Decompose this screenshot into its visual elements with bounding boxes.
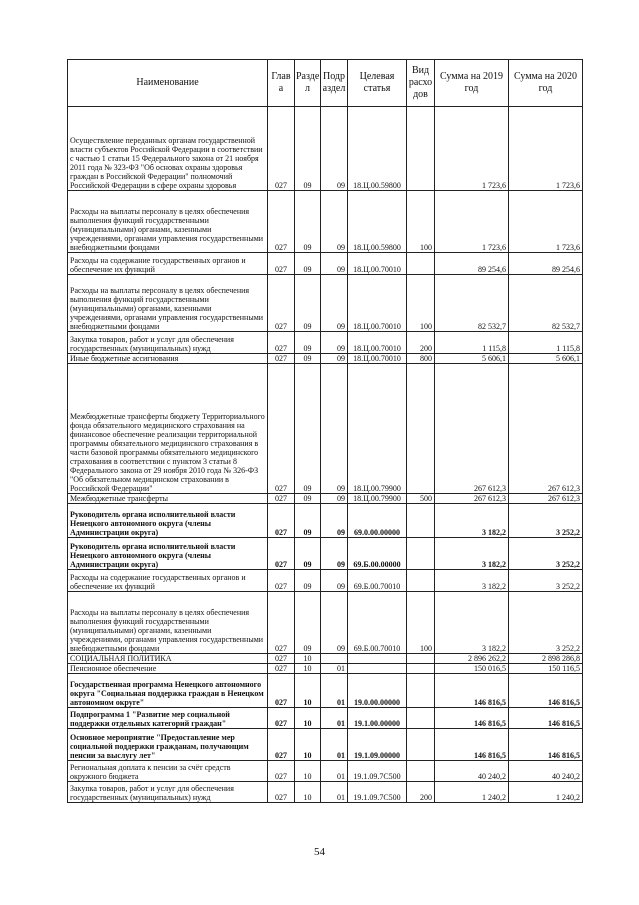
table-row (68, 782, 583, 803)
row-glava: 027 (268, 761, 295, 782)
row-podrazdel: 09 (321, 494, 348, 504)
row-vid (407, 538, 435, 570)
row-podrazdel: 09 (321, 592, 348, 654)
row-razdel: 09 (295, 332, 321, 354)
row-glava: 027 (268, 494, 295, 504)
table-row (68, 354, 583, 364)
table-row (68, 654, 583, 664)
row-glava: 027 (268, 674, 295, 708)
row-sum-2020: 146 816,5 (509, 729, 583, 761)
row-name: Иные бюджетные ассигнования (68, 354, 268, 364)
row-statya (348, 664, 407, 674)
row-name: Пенсионное обеспечение (68, 664, 268, 674)
table-row (68, 761, 583, 782)
table-row (68, 191, 583, 253)
row-name: Расходы на выплаты персоналу в целях обеспечения выполнения функций государственными (муниципальными) органами, казенными учреждениями, органами управления государственными внебюджетными фондами (68, 191, 268, 253)
row-statya: 18.Ц.00.59800 (348, 107, 407, 191)
table-row (68, 107, 583, 191)
row-podrazdel: 09 (321, 538, 348, 570)
row-podrazdel: 09 (321, 332, 348, 354)
row-sum-2019: 3 182,2 (435, 504, 509, 538)
header-glava: Глав а (268, 60, 295, 107)
row-vid: 100 (407, 592, 435, 654)
row-vid (407, 708, 435, 729)
row-statya: 19.1.09.7С500 (348, 782, 407, 803)
row-podrazdel: 01 (321, 674, 348, 708)
row-podrazdel: 09 (321, 253, 348, 275)
row-glava: 027 (268, 664, 295, 674)
row-podrazdel: 09 (321, 191, 348, 253)
row-statya: 19.1.09.00000 (348, 729, 407, 761)
table-row (68, 275, 583, 332)
budget-table (67, 59, 583, 803)
row-glava: 027 (268, 504, 295, 538)
row-glava: 027 (268, 275, 295, 332)
row-podrazdel: 09 (321, 275, 348, 332)
row-sum-2020: 3 252,2 (509, 570, 583, 592)
row-sum-2020: 1 723,6 (509, 191, 583, 253)
row-sum-2020: 82 532,7 (509, 275, 583, 332)
row-sum-2019: 3 182,2 (435, 538, 509, 570)
row-podrazdel: 09 (321, 354, 348, 364)
row-sum-2019: 150 016,5 (435, 664, 509, 674)
row-name: Государственная программа Ненецкого автономного округа "Социальная поддержка граждан в Ненецком автономном округе" (68, 674, 268, 708)
row-podrazdel: 01 (321, 664, 348, 674)
row-vid (407, 570, 435, 592)
row-razdel: 09 (295, 107, 321, 191)
row-razdel: 09 (295, 504, 321, 538)
row-sum-2019: 1 240,2 (435, 782, 509, 803)
header-statya: Целевая статья (348, 60, 407, 107)
row-sum-2019: 89 254,6 (435, 253, 509, 275)
row-razdel: 09 (295, 364, 321, 494)
row-sum-2019: 82 532,7 (435, 275, 509, 332)
row-name: Руководитель органа исполнительной власти Ненецкого автономного округа (члены Администрации округа) (68, 504, 268, 538)
row-glava: 027 (268, 654, 295, 664)
header-vid: Вид расхо дов (407, 60, 435, 107)
header-name: Наименование (68, 60, 268, 107)
row-statya: 18.Ц.00.79900 (348, 364, 407, 494)
row-glava: 027 (268, 538, 295, 570)
row-sum-2019: 146 816,5 (435, 729, 509, 761)
table-row (68, 708, 583, 729)
table-row (68, 494, 583, 504)
row-vid: 800 (407, 354, 435, 364)
row-razdel: 09 (295, 191, 321, 253)
row-sum-2019: 1 723,6 (435, 107, 509, 191)
header-podrazdel: Подр аздел (321, 60, 348, 107)
row-sum-2019: 5 606,1 (435, 354, 509, 364)
row-glava: 027 (268, 364, 295, 494)
row-podrazdel: 01 (321, 708, 348, 729)
row-vid: 100 (407, 191, 435, 253)
row-razdel: 10 (295, 654, 321, 664)
row-statya: 19.0.00.00000 (348, 674, 407, 708)
table-row (68, 364, 583, 494)
row-glava: 027 (268, 191, 295, 253)
row-razdel: 10 (295, 674, 321, 708)
row-glava: 027 (268, 570, 295, 592)
row-glava: 027 (268, 708, 295, 729)
table-header-row (68, 60, 583, 107)
row-sum-2019: 3 182,2 (435, 570, 509, 592)
row-glava: 027 (268, 253, 295, 275)
row-name: Расходы на выплаты персоналу в целях обеспечения выполнения функций государственными (муниципальными) органами, казенными учреждениями, органами управления государственными внебюджетными фондами (68, 592, 268, 654)
row-sum-2020: 3 252,2 (509, 538, 583, 570)
row-razdel: 10 (295, 664, 321, 674)
row-sum-2020: 5 606,1 (509, 354, 583, 364)
row-sum-2020: 3 252,2 (509, 592, 583, 654)
row-podrazdel: 01 (321, 761, 348, 782)
table-row (68, 570, 583, 592)
row-razdel: 10 (295, 729, 321, 761)
row-name: Расходы на содержание государственных органов и обеспечение их функций (68, 570, 268, 592)
table-row (68, 592, 583, 654)
row-vid (407, 107, 435, 191)
row-name: Осуществление переданных органам государственной власти субъектов Российской Федерации в соответствии с частью 1 статьи 15 Федерального закона от 21 ноября 2011 года № 323-ФЗ "Об основах охраны здоровья граждан в Российской Федерации" полномочий Российской Федерации в сфере охраны здоровья (68, 107, 268, 191)
row-statya: 18.Ц.00.70010 (348, 275, 407, 332)
header-razdel: Разде л (295, 60, 321, 107)
row-statya: 19.1.09.7С500 (348, 761, 407, 782)
row-razdel: 09 (295, 592, 321, 654)
row-vid: 200 (407, 782, 435, 803)
row-sum-2019: 267 612,3 (435, 364, 509, 494)
row-name: Расходы на содержание государственных органов и обеспечение их функций (68, 253, 268, 275)
row-sum-2020: 1 115,8 (509, 332, 583, 354)
row-statya: 69.Б.00.70010 (348, 592, 407, 654)
row-vid (407, 253, 435, 275)
table-body (68, 107, 583, 803)
row-sum-2020: 267 612,3 (509, 494, 583, 504)
row-vid (407, 674, 435, 708)
row-vid: 200 (407, 332, 435, 354)
row-statya: 18.Ц.00.70010 (348, 253, 407, 275)
row-vid: 100 (407, 275, 435, 332)
row-vid (407, 664, 435, 674)
row-podrazdel: 01 (321, 782, 348, 803)
row-name: СОЦИАЛЬНАЯ ПОЛИТИКА (68, 654, 268, 664)
row-sum-2020: 150 116,5 (509, 664, 583, 674)
row-razdel: 09 (295, 538, 321, 570)
row-podrazdel: 09 (321, 504, 348, 538)
row-sum-2019: 267 612,3 (435, 494, 509, 504)
table-row (68, 332, 583, 354)
row-statya (348, 654, 407, 664)
row-statya: 18.Ц.00.70010 (348, 332, 407, 354)
row-sum-2020: 1 723,6 (509, 107, 583, 191)
row-name: Закупка товаров, работ и услуг для обеспечения государственных (муниципальных) нужд (68, 782, 268, 803)
row-name: Межбюджетные трансферты (68, 494, 268, 504)
row-sum-2020: 146 816,5 (509, 708, 583, 729)
row-glava: 027 (268, 354, 295, 364)
row-razdel: 09 (295, 570, 321, 592)
row-statya: 18.Ц.00.79900 (348, 494, 407, 504)
row-razdel: 09 (295, 354, 321, 364)
table-row (68, 504, 583, 538)
row-sum-2020: 267 612,3 (509, 364, 583, 494)
header-sum-2019: Сумма на 2019 год (435, 60, 509, 107)
page-number: 54 (314, 846, 325, 858)
row-razdel: 09 (295, 275, 321, 332)
row-sum-2020: 89 254,6 (509, 253, 583, 275)
row-glava: 027 (268, 332, 295, 354)
row-vid (407, 654, 435, 664)
row-name: Расходы на выплаты персоналу в целях обеспечения выполнения функций государственными (муниципальными) органами, казенными учреждениями, органами управления государственными внебюджетными фондами (68, 275, 268, 332)
table-row (68, 253, 583, 275)
table-row (68, 729, 583, 761)
row-statya: 69.0.00.00000 (348, 504, 407, 538)
row-razdel: 09 (295, 253, 321, 275)
row-sum-2019: 146 816,5 (435, 708, 509, 729)
header-sum-2020: Сумма на 2020 год (509, 60, 583, 107)
row-glava: 027 (268, 782, 295, 803)
row-vid (407, 364, 435, 494)
row-sum-2020: 1 240,2 (509, 782, 583, 803)
row-podrazdel (321, 654, 348, 664)
row-podrazdel: 09 (321, 107, 348, 191)
row-statya: 18.Ц.00.70010 (348, 354, 407, 364)
row-name: Закупка товаров, работ и услуг для обеспечения государственных (муниципальных) нужд (68, 332, 268, 354)
row-glava: 027 (268, 729, 295, 761)
table-row (68, 664, 583, 674)
row-glava: 027 (268, 592, 295, 654)
row-name: Руководитель органа исполнительной власти Ненецкого автономного округа (члены Администрации округа) (68, 538, 268, 570)
row-razdel: 10 (295, 782, 321, 803)
row-name: Межбюджетные трансферты бюджету Территориального фонда обязательного медицинского страхования на финансовое обеспечение реализации территориальной программы обязательного медицинского страхования в части базовой программы обязательного медицинского страхования в соответствии с пунктом 3 статьи 8 Федерального закона от 29 ноября 2010 года № 326-ФЗ "Об обязательном медицинском страховании в Российской Федерации" (68, 364, 268, 494)
row-name: Региональная доплата к пенсии за счёт средств окружного бюджета (68, 761, 268, 782)
table-row (68, 538, 583, 570)
row-sum-2019: 40 240,2 (435, 761, 509, 782)
row-statya: 69.Б.00.00000 (348, 538, 407, 570)
row-sum-2019: 1 115,8 (435, 332, 509, 354)
row-sum-2019: 3 182,2 (435, 592, 509, 654)
row-sum-2019: 1 723,6 (435, 191, 509, 253)
row-sum-2020: 40 240,2 (509, 761, 583, 782)
row-sum-2019: 2 896 262,2 (435, 654, 509, 664)
row-razdel: 10 (295, 761, 321, 782)
row-podrazdel: 09 (321, 364, 348, 494)
row-vid (407, 761, 435, 782)
row-sum-2020: 3 252,2 (509, 504, 583, 538)
row-sum-2020: 2 898 286,8 (509, 654, 583, 664)
row-vid: 500 (407, 494, 435, 504)
row-razdel: 09 (295, 494, 321, 504)
row-podrazdel: 01 (321, 729, 348, 761)
row-statya: 18.Ц.00.59800 (348, 191, 407, 253)
table-row (68, 674, 583, 708)
row-podrazdel: 09 (321, 570, 348, 592)
row-vid (407, 729, 435, 761)
row-statya: 19.1.00.00000 (348, 708, 407, 729)
row-sum-2019: 146 816,5 (435, 674, 509, 708)
row-glava: 027 (268, 107, 295, 191)
row-razdel: 10 (295, 708, 321, 729)
row-name: Подпрограмма 1 "Развитие мер социальной поддержки отдельных категорий граждан" (68, 708, 268, 729)
row-sum-2020: 146 816,5 (509, 674, 583, 708)
row-name: Основное мероприятие "Предоставление мер социальной поддержки гражданам, получающим пенсии за выслугу лет" (68, 729, 268, 761)
row-vid (407, 504, 435, 538)
row-statya: 69.Б.00.70010 (348, 570, 407, 592)
